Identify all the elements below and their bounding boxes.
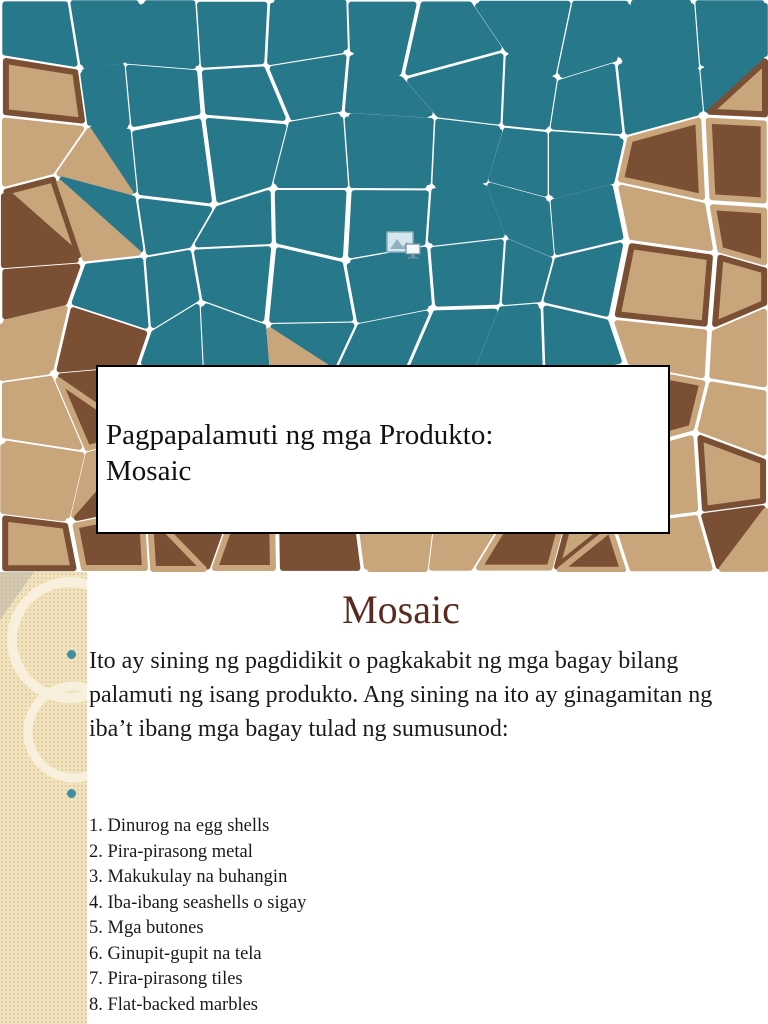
mosaic-tile [5,519,73,569]
list-item: 5. Mga butones [89,918,204,938]
mosaic-tile [547,246,620,314]
mosaic-tile [713,207,764,262]
title-placeholder[interactable] [96,365,670,534]
picture-placeholder-icon[interactable] [384,226,424,266]
mosaic-tile [200,5,264,65]
slide-heading: Mosaic [342,587,460,632]
mosaic-tile [278,193,344,255]
mosaic-tile [618,246,710,323]
bullet-icon [67,650,76,659]
list-item: 6. Ginupit-gupit na tela [89,943,262,964]
list-item: 2. Pira-pirasong metal [89,841,253,862]
list-item: 1. Dinurog na egg shells [89,816,270,836]
mosaic-tile [135,122,209,201]
list-item: 8. Flat-backed marbles [89,994,259,1015]
mosaic-tile [272,250,350,320]
decorative-side-strip [0,572,87,1024]
mosaic-tile [209,121,284,200]
mosaic-tile [434,242,501,303]
mosaic-tile [5,4,74,63]
title-line-1: Pagpapalamuti ng mga Produkto: [106,419,494,451]
mosaic-tile [273,57,344,117]
list-item: 7. Pira-pirasong tiles [89,969,243,989]
mosaic-tile [554,188,621,252]
title-line-2: Mosaic [106,455,192,487]
mosaic-tile [6,61,82,121]
list-item: 3. Makukulay na buhangin [89,867,288,887]
content-slide [0,572,768,1024]
bullet-icon [67,789,76,798]
slide-title [106,417,666,489]
materials-list [89,814,306,1018]
body-paragraph: Ito ay sining ng pagdidikit o pagkakabit ng mga bagay bilang palamuti ng isang produkto. Ang sining na ito ay ginagamitan ng iba’t ibang mga bagay tulad ng sumusunod: [89,648,713,742]
mosaic-tile [205,70,283,118]
mosaic-tile [709,121,764,201]
list-item: 4. Iba-ibang seashells o sigay [89,892,307,913]
mosaic-tile [129,68,198,124]
